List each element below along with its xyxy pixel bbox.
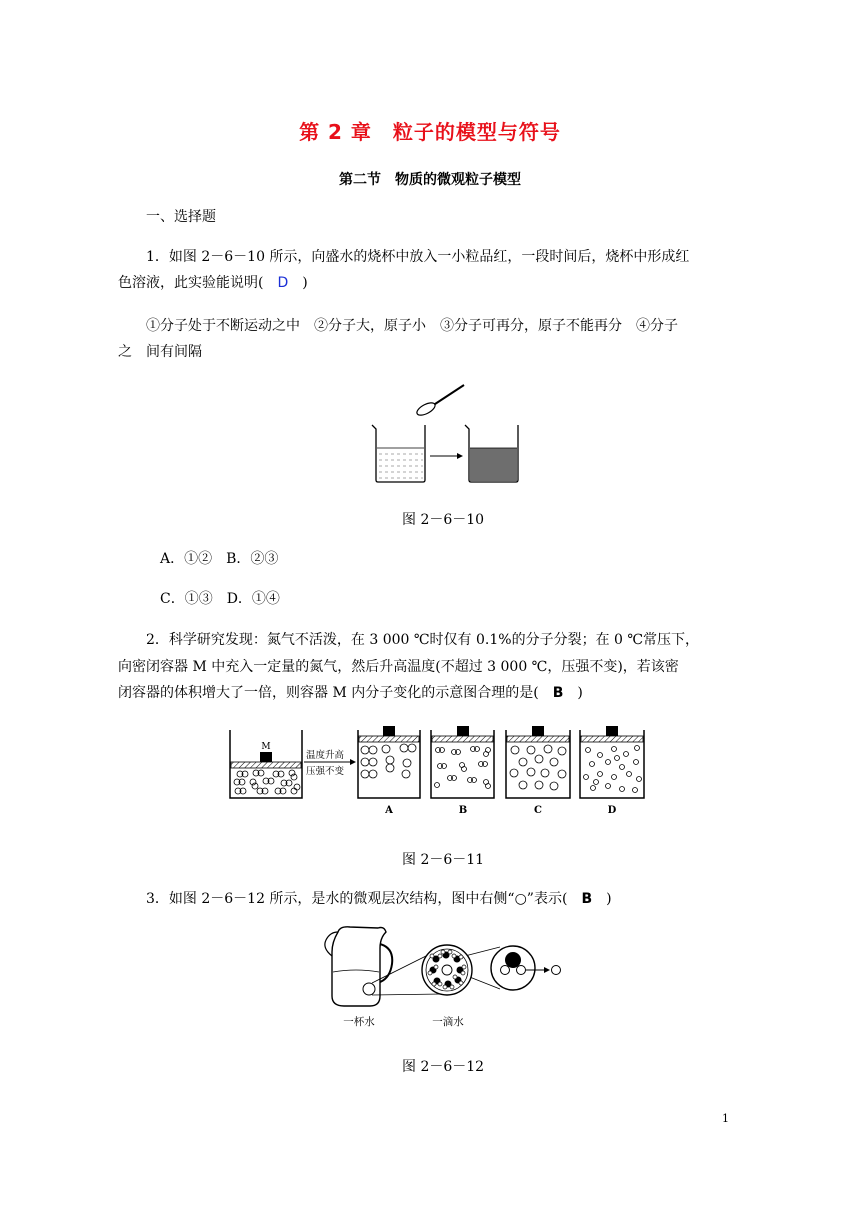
q2-line1: 2．科学研究发现：氮气不活泼，在 3 000 ℃时仅有 0.1%的分子分裂；在 0 ℃常压下， (146, 632, 700, 648)
beaker-red-solution (465, 425, 518, 482)
q1-answer: D (277, 275, 289, 291)
q1-statements-line2: 之 间有间隔 (118, 344, 202, 360)
container-m-label: M (261, 742, 271, 752)
section-title: 第二节 物质的微观粒子模型 (339, 172, 521, 188)
section-heading: 一、选择题 (146, 209, 216, 225)
q1-line1: 1．如图 2－6－10 所示，向盛水的烧杯中放入一小粒品红，一段时间后，烧杯中形成红 (146, 249, 690, 265)
q2-answer: B (552, 685, 564, 701)
spoon-icon (415, 385, 464, 418)
heating-arrow (304, 749, 356, 777)
water-jug (325, 927, 392, 1006)
figure-2-6-12 (320, 922, 570, 1032)
figure-2-6-11 (228, 722, 648, 818)
figure-2-6-10 (368, 378, 523, 488)
container-m (230, 730, 302, 798)
beaker-water (372, 425, 425, 482)
water-drop-magnified (422, 945, 472, 995)
q1-options-ab: A．①② B．②③ (160, 551, 279, 567)
label-cup-of-water: 一杯水 (343, 1016, 375, 1028)
option-b-label: B (458, 805, 468, 816)
chapter-title: 第 2 章 粒子的模型与符号 (299, 120, 561, 144)
page-number: 1 (722, 1112, 729, 1125)
q2-line2: 向密闭容器 M 中充入一定量的氮气，然后升高温度(不超过 3 000 ℃，压强不变)，若该密 (118, 659, 679, 675)
option-a-diagram (358, 726, 420, 798)
option-d-diagram (580, 726, 644, 798)
q1-line2: 色溶液，此实验能说明( D ) (118, 275, 308, 291)
label-drop-of-water: 一滴水 (432, 1016, 464, 1028)
q2-line3: 闭容器的体积增大了一倍，则容器 M 内分子变化的示意图合理的是( B ) (118, 685, 583, 701)
option-b-diagram (431, 726, 494, 798)
water-molecule-magnified (491, 946, 561, 990)
option-a-label: A (385, 805, 393, 816)
option-c-label: C (534, 805, 542, 816)
q1-statements-line1: ①分子处于不断运动之中 ②分子大，原子小 ③分子可再分，原子不能再分 ④分子 (146, 318, 678, 334)
arrow-label-line2: 压强不变 (306, 766, 345, 777)
arrow-label-line1: 温度升高 (306, 750, 345, 761)
figure-caption-2-6-10: 图 2－6－10 (402, 512, 485, 528)
option-d-label: D (607, 805, 617, 816)
q3-answer: B (581, 891, 593, 907)
figure-caption-2-6-12: 图 2－6－12 (402, 1059, 485, 1075)
figure-caption-2-6-11: 图 2－6－11 (402, 852, 485, 868)
option-c-diagram (506, 726, 570, 798)
q3-line1: 3．如图 2－6－12 所示，是水的微观层次结构，图中右侧“○”表示( B ) (146, 891, 612, 907)
q1-options-cd: C．①③ D．①④ (160, 591, 280, 607)
arrow-icon (430, 453, 463, 459)
